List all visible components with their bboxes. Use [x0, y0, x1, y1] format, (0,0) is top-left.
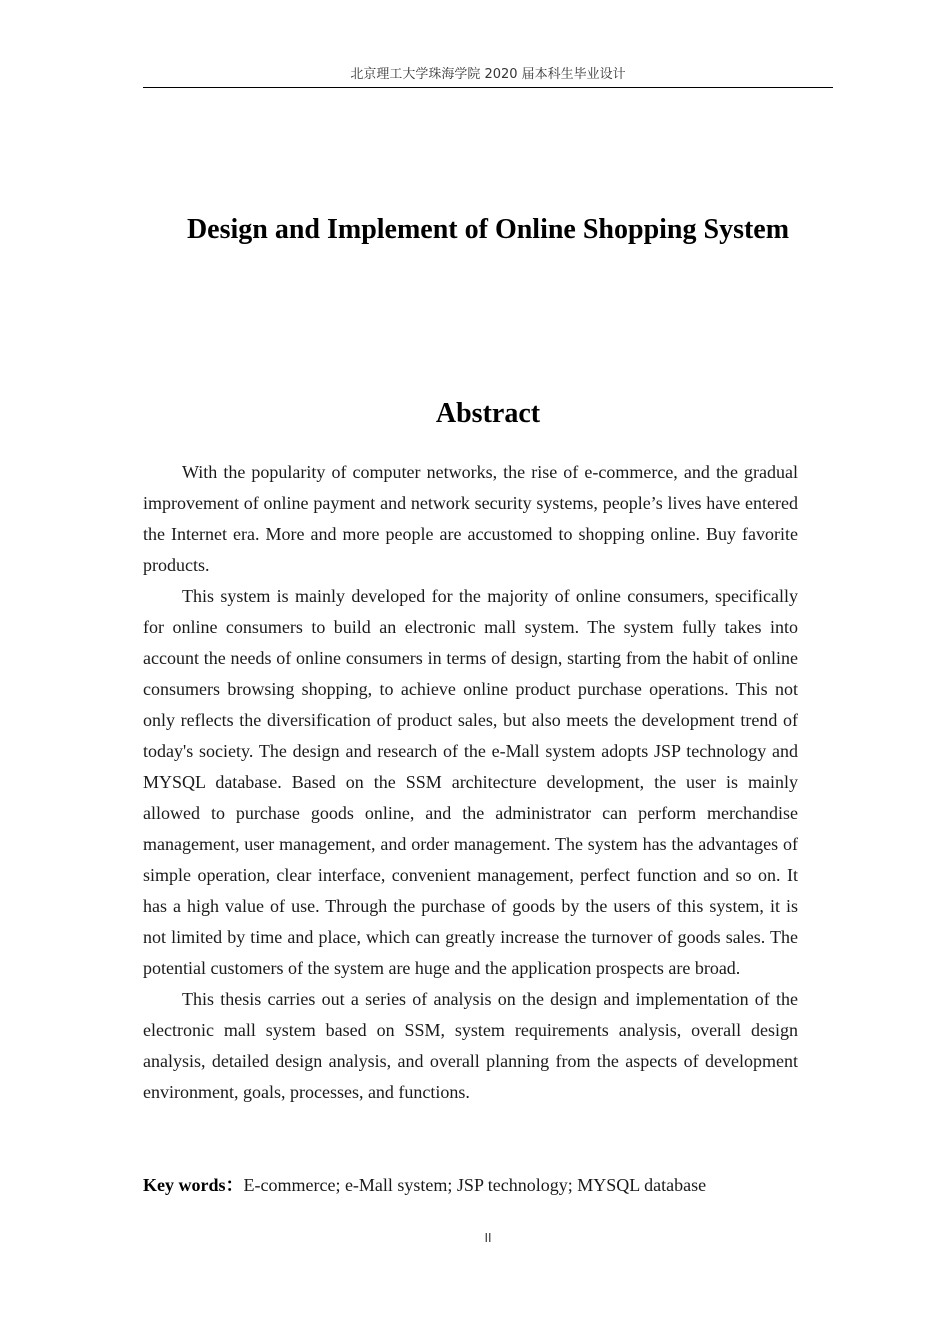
abstract-body [143, 457, 798, 1108]
abstract-paragraph-1: With the popularity of computer networks, the rise of e-commerce, and the gradual improvement of online payment and network security systems, people’s lives have entered the Internet era. More and more people are accustomed to shopping online. Buy favorite products. [143, 462, 798, 575]
abstract-paragraph-3: This thesis carries out a series of analysis on the design and implementation of the electronic mall system based on SSM, system requirements analysis, overall design analysis, detailed design analysis, and overall planning from the aspects of development environment, goals, processes, and functions. [143, 989, 798, 1102]
keywords-label: Key words： [143, 1175, 244, 1195]
page-number: II [484, 1231, 492, 1245]
abstract-paragraph-2: This system is mainly developed for the majority of online consumers, specifically for online consumers to build an electronic mall system. The system fully takes into account the needs of online consumers in terms of design, starting from the habit of online consumers browsing shopping, to achieve online product purchase operations. This not only reflects the diversification of product sales, but also meets the development trend of today's society. The design and research of the e-Mall system adopts JSP technology and MYSQL database. Based on the SSM architecture development, the user is mainly allowed to purchase goods online, and the administrator can perform merchandise management, user management, and order management. The system has the advantages of simple operation, clear interface, convenient management, perfect function and so on. It has a high value of use. Through the purchase of goods by the users of this system, it is not limited by time and place, which can greatly increase the turnover of goods sales. The potential customers of the system are huge and the application prospects are broad. [143, 586, 798, 978]
thesis-title: Design and Implement of Online Shopping System [186, 214, 790, 245]
keywords-line [143, 1171, 843, 1199]
abstract-heading: Abstract [435, 398, 541, 429]
header-rule [143, 87, 833, 88]
keywords-value: E-commerce; e-Mall system; JSP technology; MYSQL database [243, 1175, 707, 1195]
running-header: 北京理工大学珠海学院 2020 届本科生毕业设计 [350, 67, 626, 82]
